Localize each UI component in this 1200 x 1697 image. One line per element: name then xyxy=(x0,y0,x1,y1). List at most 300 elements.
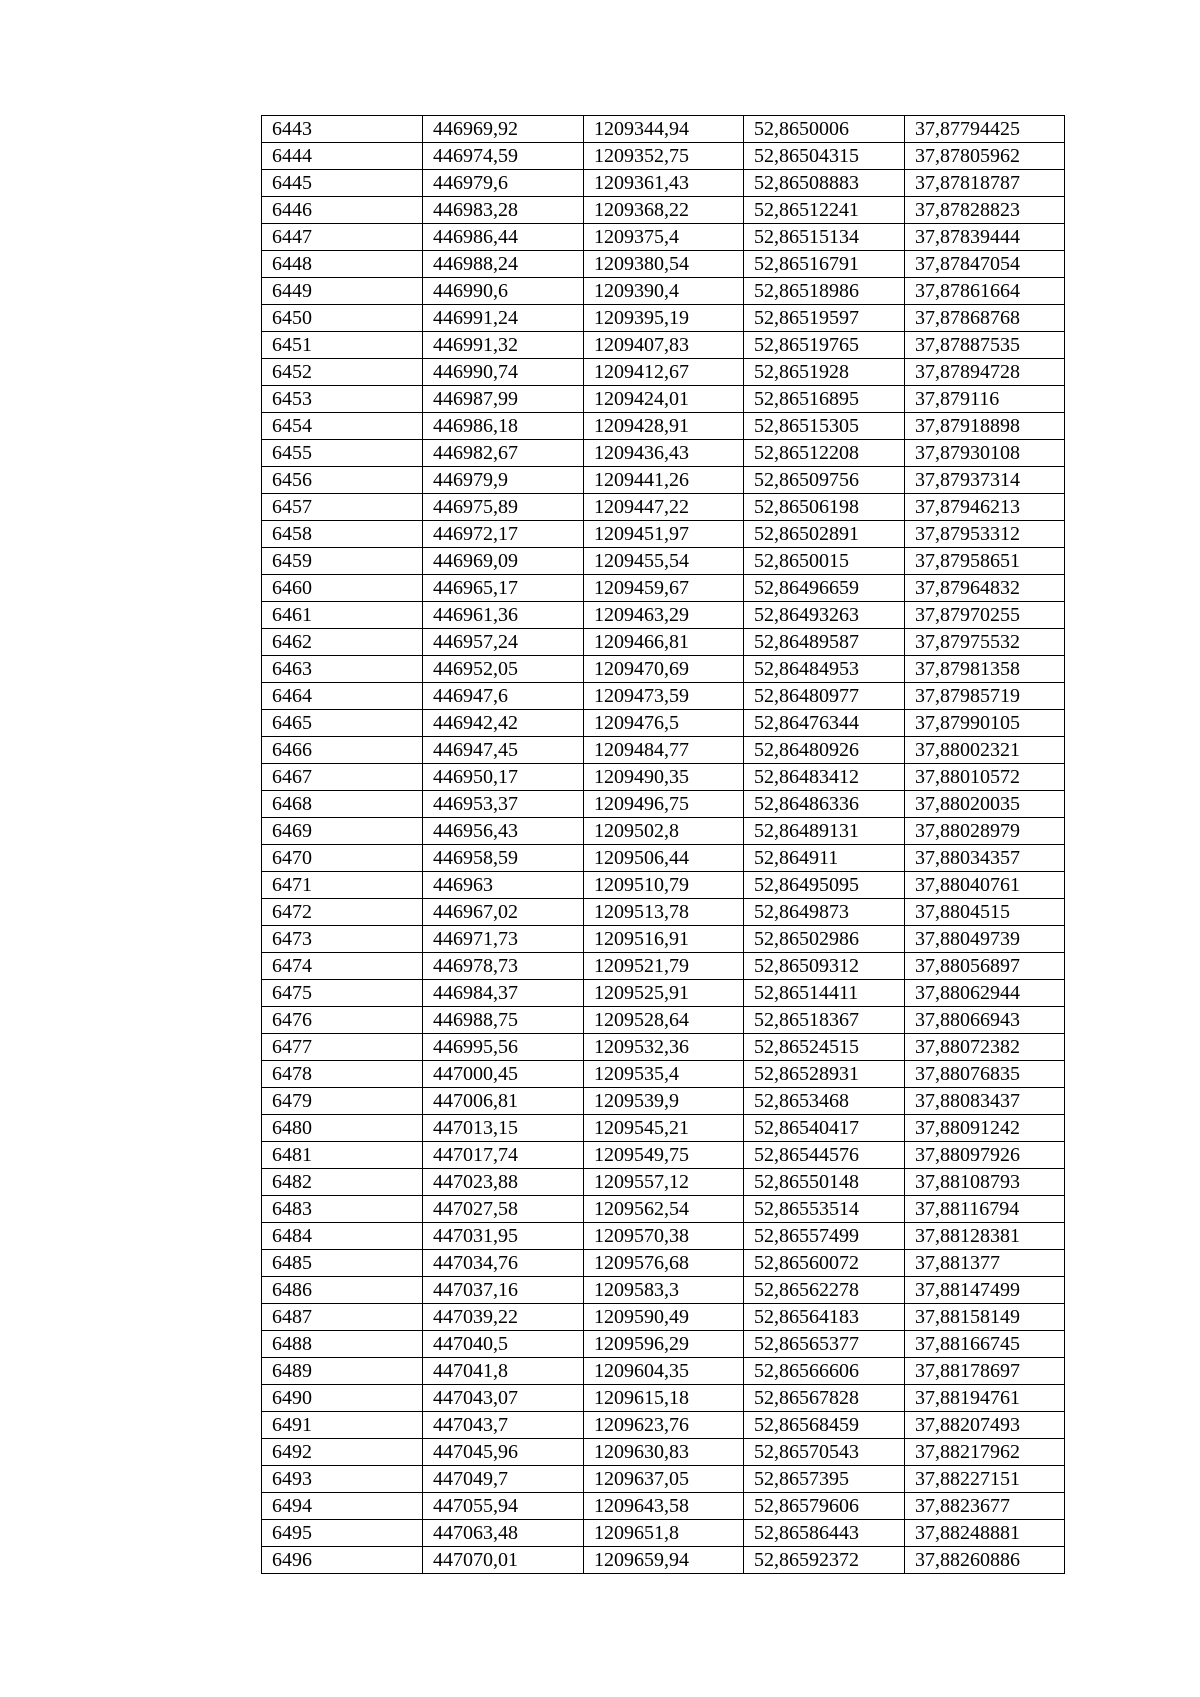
point-number-cell: 6460 xyxy=(262,575,423,602)
latitude-cell: 52,86586443 xyxy=(744,1520,905,1547)
x-coordinate-cell: 446942,42 xyxy=(423,710,584,737)
table-row xyxy=(262,1115,1065,1142)
x-coordinate-cell: 447063,48 xyxy=(423,1520,584,1547)
x-coordinate-cell: 446978,73 xyxy=(423,953,584,980)
x-coordinate-cell: 446990,6 xyxy=(423,278,584,305)
point-number-cell: 6490 xyxy=(262,1385,423,1412)
point-number-cell: 6488 xyxy=(262,1331,423,1358)
x-coordinate-cell: 446986,18 xyxy=(423,413,584,440)
latitude-cell: 52,86493263 xyxy=(744,602,905,629)
longitude-cell: 37,88034357 xyxy=(905,845,1065,872)
x-coordinate-cell: 446991,24 xyxy=(423,305,584,332)
point-number-cell: 6466 xyxy=(262,737,423,764)
table-row xyxy=(262,953,1065,980)
y-coordinate-cell: 1209436,43 xyxy=(584,440,744,467)
y-coordinate-cell: 1209441,26 xyxy=(584,467,744,494)
latitude-cell: 52,86506198 xyxy=(744,494,905,521)
x-coordinate-cell: 447041,8 xyxy=(423,1358,584,1385)
latitude-cell: 52,8653468 xyxy=(744,1088,905,1115)
table-row xyxy=(262,710,1065,737)
longitude-cell: 37,87946213 xyxy=(905,494,1065,521)
table-row xyxy=(262,332,1065,359)
x-coordinate-cell: 446995,56 xyxy=(423,1034,584,1061)
table-row xyxy=(262,1466,1065,1493)
point-number-cell: 6453 xyxy=(262,386,423,413)
longitude-cell: 37,87985719 xyxy=(905,683,1065,710)
x-coordinate-cell: 446965,17 xyxy=(423,575,584,602)
table-row xyxy=(262,1331,1065,1358)
point-number-cell: 6476 xyxy=(262,1007,423,1034)
table-row xyxy=(262,980,1065,1007)
y-coordinate-cell: 1209490,35 xyxy=(584,764,744,791)
table-row xyxy=(262,359,1065,386)
longitude-cell: 37,87818787 xyxy=(905,170,1065,197)
x-coordinate-cell: 446950,17 xyxy=(423,764,584,791)
x-coordinate-cell: 446969,09 xyxy=(423,548,584,575)
x-coordinate-cell: 446979,9 xyxy=(423,467,584,494)
y-coordinate-cell: 1209344,94 xyxy=(584,116,744,143)
table-row xyxy=(262,1304,1065,1331)
y-coordinate-cell: 1209535,4 xyxy=(584,1061,744,1088)
y-coordinate-cell: 1209375,4 xyxy=(584,224,744,251)
latitude-cell: 52,86570543 xyxy=(744,1439,905,1466)
y-coordinate-cell: 1209455,54 xyxy=(584,548,744,575)
table-row xyxy=(262,1061,1065,1088)
latitude-cell: 52,86568459 xyxy=(744,1412,905,1439)
y-coordinate-cell: 1209513,78 xyxy=(584,899,744,926)
point-number-cell: 6473 xyxy=(262,926,423,953)
point-number-cell: 6474 xyxy=(262,953,423,980)
y-coordinate-cell: 1209361,43 xyxy=(584,170,744,197)
longitude-cell: 37,87861664 xyxy=(905,278,1065,305)
point-number-cell: 6458 xyxy=(262,521,423,548)
longitude-cell: 37,87847054 xyxy=(905,251,1065,278)
point-number-cell: 6462 xyxy=(262,629,423,656)
point-number-cell: 6444 xyxy=(262,143,423,170)
table-row xyxy=(262,116,1065,143)
latitude-cell: 52,86518367 xyxy=(744,1007,905,1034)
point-number-cell: 6495 xyxy=(262,1520,423,1547)
x-coordinate-cell: 447031,95 xyxy=(423,1223,584,1250)
table-row xyxy=(262,1493,1065,1520)
table-row xyxy=(262,224,1065,251)
x-coordinate-cell: 446969,92 xyxy=(423,116,584,143)
point-number-cell: 6485 xyxy=(262,1250,423,1277)
latitude-cell: 52,86496659 xyxy=(744,575,905,602)
table-row xyxy=(262,548,1065,575)
latitude-cell: 52,86553514 xyxy=(744,1196,905,1223)
longitude-cell: 37,88062944 xyxy=(905,980,1065,1007)
latitude-cell: 52,8657395 xyxy=(744,1466,905,1493)
point-number-cell: 6454 xyxy=(262,413,423,440)
table-row xyxy=(262,1196,1065,1223)
latitude-cell: 52,86519597 xyxy=(744,305,905,332)
y-coordinate-cell: 1209447,22 xyxy=(584,494,744,521)
latitude-cell: 52,86540417 xyxy=(744,1115,905,1142)
point-number-cell: 6446 xyxy=(262,197,423,224)
longitude-cell: 37,88116794 xyxy=(905,1196,1065,1223)
point-number-cell: 6456 xyxy=(262,467,423,494)
latitude-cell: 52,86512241 xyxy=(744,197,905,224)
point-number-cell: 6470 xyxy=(262,845,423,872)
table-row xyxy=(262,899,1065,926)
x-coordinate-cell: 446986,44 xyxy=(423,224,584,251)
point-number-cell: 6479 xyxy=(262,1088,423,1115)
y-coordinate-cell: 1209643,58 xyxy=(584,1493,744,1520)
x-coordinate-cell: 447039,22 xyxy=(423,1304,584,1331)
x-coordinate-cell: 446975,89 xyxy=(423,494,584,521)
point-number-cell: 6484 xyxy=(262,1223,423,1250)
longitude-cell: 37,88248881 xyxy=(905,1520,1065,1547)
table-row xyxy=(262,1439,1065,1466)
y-coordinate-cell: 1209525,91 xyxy=(584,980,744,1007)
longitude-cell: 37,88083437 xyxy=(905,1088,1065,1115)
table-row xyxy=(262,467,1065,494)
y-coordinate-cell: 1209506,44 xyxy=(584,845,744,872)
table-row xyxy=(262,143,1065,170)
table-row xyxy=(262,656,1065,683)
x-coordinate-cell: 446956,43 xyxy=(423,818,584,845)
table-row xyxy=(262,494,1065,521)
longitude-cell: 37,88194761 xyxy=(905,1385,1065,1412)
x-coordinate-cell: 446984,37 xyxy=(423,980,584,1007)
point-number-cell: 6461 xyxy=(262,602,423,629)
longitude-cell: 37,88020035 xyxy=(905,791,1065,818)
table-row xyxy=(262,1385,1065,1412)
table-row xyxy=(262,1223,1065,1250)
y-coordinate-cell: 1209545,21 xyxy=(584,1115,744,1142)
x-coordinate-cell: 446988,75 xyxy=(423,1007,584,1034)
longitude-cell: 37,88049739 xyxy=(905,926,1065,953)
longitude-cell: 37,88108793 xyxy=(905,1169,1065,1196)
y-coordinate-cell: 1209596,29 xyxy=(584,1331,744,1358)
longitude-cell: 37,88091242 xyxy=(905,1115,1065,1142)
latitude-cell: 52,86557499 xyxy=(744,1223,905,1250)
point-number-cell: 6482 xyxy=(262,1169,423,1196)
latitude-cell: 52,86565377 xyxy=(744,1331,905,1358)
y-coordinate-cell: 1209473,59 xyxy=(584,683,744,710)
table-row xyxy=(262,683,1065,710)
y-coordinate-cell: 1209623,76 xyxy=(584,1412,744,1439)
latitude-cell: 52,8650015 xyxy=(744,548,905,575)
y-coordinate-cell: 1209476,5 xyxy=(584,710,744,737)
y-coordinate-cell: 1209424,01 xyxy=(584,386,744,413)
latitude-cell: 52,86514411 xyxy=(744,980,905,1007)
table-row xyxy=(262,1358,1065,1385)
longitude-cell: 37,88128381 xyxy=(905,1223,1065,1250)
latitude-cell: 52,86516791 xyxy=(744,251,905,278)
x-coordinate-cell: 447037,16 xyxy=(423,1277,584,1304)
x-coordinate-cell: 447070,01 xyxy=(423,1547,584,1574)
table-row xyxy=(262,1520,1065,1547)
longitude-cell: 37,87975532 xyxy=(905,629,1065,656)
table-row xyxy=(262,1088,1065,1115)
y-coordinate-cell: 1209428,91 xyxy=(584,413,744,440)
y-coordinate-cell: 1209583,3 xyxy=(584,1277,744,1304)
latitude-cell: 52,86544576 xyxy=(744,1142,905,1169)
longitude-cell: 37,87970255 xyxy=(905,602,1065,629)
table-row xyxy=(262,602,1065,629)
y-coordinate-cell: 1209496,75 xyxy=(584,791,744,818)
y-coordinate-cell: 1209352,75 xyxy=(584,143,744,170)
longitude-cell: 37,88147499 xyxy=(905,1277,1065,1304)
x-coordinate-cell: 447006,81 xyxy=(423,1088,584,1115)
x-coordinate-cell: 446947,45 xyxy=(423,737,584,764)
table-row xyxy=(262,1547,1065,1574)
point-number-cell: 6483 xyxy=(262,1196,423,1223)
x-coordinate-cell: 446953,37 xyxy=(423,791,584,818)
table-row xyxy=(262,170,1065,197)
table-row xyxy=(262,1007,1065,1034)
latitude-cell: 52,86512208 xyxy=(744,440,905,467)
y-coordinate-cell: 1209390,4 xyxy=(584,278,744,305)
y-coordinate-cell: 1209521,79 xyxy=(584,953,744,980)
point-number-cell: 6457 xyxy=(262,494,423,521)
point-number-cell: 6447 xyxy=(262,224,423,251)
point-number-cell: 6451 xyxy=(262,332,423,359)
x-coordinate-cell: 447043,07 xyxy=(423,1385,584,1412)
y-coordinate-cell: 1209615,18 xyxy=(584,1385,744,1412)
point-number-cell: 6493 xyxy=(262,1466,423,1493)
x-coordinate-cell: 446982,67 xyxy=(423,440,584,467)
x-coordinate-cell: 446957,24 xyxy=(423,629,584,656)
y-coordinate-cell: 1209368,22 xyxy=(584,197,744,224)
x-coordinate-cell: 446972,17 xyxy=(423,521,584,548)
y-coordinate-cell: 1209466,81 xyxy=(584,629,744,656)
point-number-cell: 6489 xyxy=(262,1358,423,1385)
longitude-cell: 37,87894728 xyxy=(905,359,1065,386)
y-coordinate-cell: 1209557,12 xyxy=(584,1169,744,1196)
x-coordinate-cell: 446952,05 xyxy=(423,656,584,683)
point-number-cell: 6445 xyxy=(262,170,423,197)
table-row xyxy=(262,791,1065,818)
longitude-cell: 37,87990105 xyxy=(905,710,1065,737)
table-row xyxy=(262,818,1065,845)
table-row xyxy=(262,575,1065,602)
point-number-cell: 6492 xyxy=(262,1439,423,1466)
table-row xyxy=(262,1169,1065,1196)
latitude-cell: 52,864911 xyxy=(744,845,905,872)
latitude-cell: 52,86486336 xyxy=(744,791,905,818)
latitude-cell: 52,86564183 xyxy=(744,1304,905,1331)
longitude-cell: 37,88207493 xyxy=(905,1412,1065,1439)
y-coordinate-cell: 1209380,54 xyxy=(584,251,744,278)
x-coordinate-cell: 446971,73 xyxy=(423,926,584,953)
x-coordinate-cell: 446991,32 xyxy=(423,332,584,359)
table-row xyxy=(262,521,1065,548)
latitude-cell: 52,86489587 xyxy=(744,629,905,656)
y-coordinate-cell: 1209570,38 xyxy=(584,1223,744,1250)
longitude-cell: 37,87953312 xyxy=(905,521,1065,548)
longitude-cell: 37,87918898 xyxy=(905,413,1065,440)
x-coordinate-cell: 446958,59 xyxy=(423,845,584,872)
x-coordinate-cell: 447034,76 xyxy=(423,1250,584,1277)
y-coordinate-cell: 1209576,68 xyxy=(584,1250,744,1277)
table-row xyxy=(262,845,1065,872)
x-coordinate-cell: 446987,99 xyxy=(423,386,584,413)
y-coordinate-cell: 1209549,75 xyxy=(584,1142,744,1169)
latitude-cell: 52,86524515 xyxy=(744,1034,905,1061)
x-coordinate-cell: 447040,5 xyxy=(423,1331,584,1358)
y-coordinate-cell: 1209412,67 xyxy=(584,359,744,386)
longitude-cell: 37,87937314 xyxy=(905,467,1065,494)
x-coordinate-cell: 447013,15 xyxy=(423,1115,584,1142)
table-row xyxy=(262,278,1065,305)
longitude-cell: 37,879116 xyxy=(905,386,1065,413)
x-coordinate-cell: 447043,7 xyxy=(423,1412,584,1439)
latitude-cell: 52,86528931 xyxy=(744,1061,905,1088)
x-coordinate-cell: 446967,02 xyxy=(423,899,584,926)
longitude-cell: 37,87805962 xyxy=(905,143,1065,170)
latitude-cell: 52,86480926 xyxy=(744,737,905,764)
x-coordinate-cell: 446974,59 xyxy=(423,143,584,170)
table-row xyxy=(262,1250,1065,1277)
longitude-cell: 37,88056897 xyxy=(905,953,1065,980)
latitude-cell: 52,86567828 xyxy=(744,1385,905,1412)
x-coordinate-cell: 446990,74 xyxy=(423,359,584,386)
point-number-cell: 6469 xyxy=(262,818,423,845)
longitude-cell: 37,88010572 xyxy=(905,764,1065,791)
longitude-cell: 37,88217962 xyxy=(905,1439,1065,1466)
latitude-cell: 52,8649873 xyxy=(744,899,905,926)
point-number-cell: 6481 xyxy=(262,1142,423,1169)
table-row xyxy=(262,440,1065,467)
longitude-cell: 37,8823677 xyxy=(905,1493,1065,1520)
point-number-cell: 6449 xyxy=(262,278,423,305)
latitude-cell: 52,86566606 xyxy=(744,1358,905,1385)
y-coordinate-cell: 1209395,19 xyxy=(584,305,744,332)
latitude-cell: 52,8650006 xyxy=(744,116,905,143)
longitude-cell: 37,88002321 xyxy=(905,737,1065,764)
table-row xyxy=(262,1412,1065,1439)
x-coordinate-cell: 447027,58 xyxy=(423,1196,584,1223)
latitude-cell: 52,86518986 xyxy=(744,278,905,305)
longitude-cell: 37,88227151 xyxy=(905,1466,1065,1493)
longitude-cell: 37,87828823 xyxy=(905,197,1065,224)
latitude-cell: 52,86476344 xyxy=(744,710,905,737)
latitude-cell: 52,86502986 xyxy=(744,926,905,953)
latitude-cell: 52,86509312 xyxy=(744,953,905,980)
table-row xyxy=(262,1277,1065,1304)
latitude-cell: 52,86560072 xyxy=(744,1250,905,1277)
longitude-cell: 37,87794425 xyxy=(905,116,1065,143)
latitude-cell: 52,86562278 xyxy=(744,1277,905,1304)
point-number-cell: 6471 xyxy=(262,872,423,899)
latitude-cell: 52,86483412 xyxy=(744,764,905,791)
x-coordinate-cell: 447000,45 xyxy=(423,1061,584,1088)
y-coordinate-cell: 1209502,8 xyxy=(584,818,744,845)
x-coordinate-cell: 446963 xyxy=(423,872,584,899)
longitude-cell: 37,88166745 xyxy=(905,1331,1065,1358)
table-row xyxy=(262,197,1065,224)
point-number-cell: 6487 xyxy=(262,1304,423,1331)
point-number-cell: 6443 xyxy=(262,116,423,143)
y-coordinate-cell: 1209539,9 xyxy=(584,1088,744,1115)
longitude-cell: 37,87887535 xyxy=(905,332,1065,359)
point-number-cell: 6478 xyxy=(262,1061,423,1088)
table-row xyxy=(262,251,1065,278)
longitude-cell: 37,88028979 xyxy=(905,818,1065,845)
y-coordinate-cell: 1209510,79 xyxy=(584,872,744,899)
y-coordinate-cell: 1209630,83 xyxy=(584,1439,744,1466)
point-number-cell: 6486 xyxy=(262,1277,423,1304)
longitude-cell: 37,88097926 xyxy=(905,1142,1065,1169)
table-row xyxy=(262,386,1065,413)
latitude-cell: 52,86579606 xyxy=(744,1493,905,1520)
x-coordinate-cell: 446979,6 xyxy=(423,170,584,197)
table-row xyxy=(262,305,1065,332)
point-number-cell: 6472 xyxy=(262,899,423,926)
table-row xyxy=(262,413,1065,440)
longitude-cell: 37,88040761 xyxy=(905,872,1065,899)
y-coordinate-cell: 1209463,29 xyxy=(584,602,744,629)
x-coordinate-cell: 447023,88 xyxy=(423,1169,584,1196)
longitude-cell: 37,88072382 xyxy=(905,1034,1065,1061)
point-number-cell: 6459 xyxy=(262,548,423,575)
point-number-cell: 6455 xyxy=(262,440,423,467)
y-coordinate-cell: 1209604,35 xyxy=(584,1358,744,1385)
table-row xyxy=(262,1034,1065,1061)
coordinates-table xyxy=(261,115,1065,1574)
x-coordinate-cell: 446961,36 xyxy=(423,602,584,629)
longitude-cell: 37,87868768 xyxy=(905,305,1065,332)
longitude-cell: 37,87981358 xyxy=(905,656,1065,683)
point-number-cell: 6468 xyxy=(262,791,423,818)
point-number-cell: 6496 xyxy=(262,1547,423,1574)
y-coordinate-cell: 1209516,91 xyxy=(584,926,744,953)
longitude-cell: 37,88076835 xyxy=(905,1061,1065,1088)
longitude-cell: 37,881377 xyxy=(905,1250,1065,1277)
latitude-cell: 52,86515134 xyxy=(744,224,905,251)
point-number-cell: 6491 xyxy=(262,1412,423,1439)
point-number-cell: 6463 xyxy=(262,656,423,683)
latitude-cell: 52,86489131 xyxy=(744,818,905,845)
x-coordinate-cell: 447045,96 xyxy=(423,1439,584,1466)
coordinates-table-body xyxy=(262,116,1065,1574)
point-number-cell: 6452 xyxy=(262,359,423,386)
latitude-cell: 52,8651928 xyxy=(744,359,905,386)
x-coordinate-cell: 446988,24 xyxy=(423,251,584,278)
point-number-cell: 6465 xyxy=(262,710,423,737)
y-coordinate-cell: 1209407,83 xyxy=(584,332,744,359)
point-number-cell: 6475 xyxy=(262,980,423,1007)
y-coordinate-cell: 1209532,36 xyxy=(584,1034,744,1061)
point-number-cell: 6464 xyxy=(262,683,423,710)
latitude-cell: 52,86504315 xyxy=(744,143,905,170)
x-coordinate-cell: 447017,74 xyxy=(423,1142,584,1169)
table-row xyxy=(262,872,1065,899)
longitude-cell: 37,87930108 xyxy=(905,440,1065,467)
table-row xyxy=(262,629,1065,656)
y-coordinate-cell: 1209659,94 xyxy=(584,1547,744,1574)
longitude-cell: 37,88260886 xyxy=(905,1547,1065,1574)
latitude-cell: 52,86550148 xyxy=(744,1169,905,1196)
latitude-cell: 52,86484953 xyxy=(744,656,905,683)
latitude-cell: 52,86519765 xyxy=(744,332,905,359)
latitude-cell: 52,86516895 xyxy=(744,386,905,413)
latitude-cell: 52,86495095 xyxy=(744,872,905,899)
y-coordinate-cell: 1209590,49 xyxy=(584,1304,744,1331)
y-coordinate-cell: 1209484,77 xyxy=(584,737,744,764)
longitude-cell: 37,8804515 xyxy=(905,899,1065,926)
x-coordinate-cell: 447049,7 xyxy=(423,1466,584,1493)
longitude-cell: 37,88066943 xyxy=(905,1007,1065,1034)
longitude-cell: 37,87958651 xyxy=(905,548,1065,575)
y-coordinate-cell: 1209459,67 xyxy=(584,575,744,602)
point-number-cell: 6450 xyxy=(262,305,423,332)
longitude-cell: 37,87839444 xyxy=(905,224,1065,251)
table-row xyxy=(262,926,1065,953)
